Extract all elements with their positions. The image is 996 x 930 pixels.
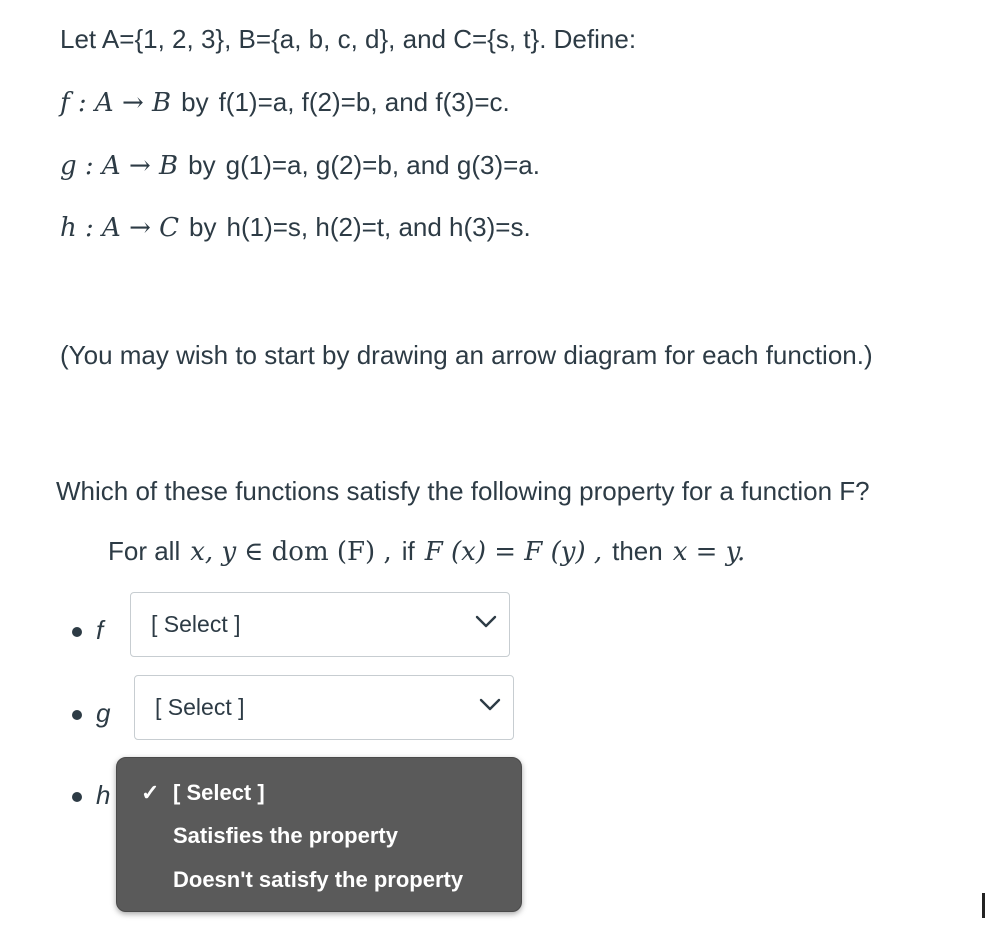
chevron-down-icon bbox=[479, 698, 501, 712]
select-h-dropdown[interactable] bbox=[116, 757, 522, 912]
definition-h-rest: h(1)=s, h(2)=t, and h(3)=s. bbox=[226, 212, 531, 242]
definition-f-by: by bbox=[181, 87, 209, 117]
definition-g-by: by bbox=[188, 150, 216, 180]
property-statement bbox=[108, 536, 745, 567]
select-g-value: [ Select ] bbox=[155, 694, 245, 720]
definition-f-rest: f(1)=a, f(2)=b, and f(3)=c. bbox=[218, 87, 510, 117]
checkmark-icon: ✓ bbox=[141, 780, 160, 805]
item-g-label: g bbox=[96, 698, 111, 728]
dropdown-option-satisfies[interactable] bbox=[117, 815, 521, 855]
dropdown-option-select[interactable] bbox=[117, 772, 521, 812]
hint-text: (You may wish to start by drawing an arrow diagram for each function.) bbox=[60, 340, 873, 370]
definition-h-signature: h : A → C bbox=[60, 213, 180, 243]
select-f[interactable] bbox=[130, 592, 510, 657]
property-conclusion: x = y. bbox=[672, 537, 746, 567]
definition-f-signature: f : A → B bbox=[60, 88, 172, 118]
property-domain: ∈ dom (F) , bbox=[244, 537, 392, 567]
bullet-h bbox=[72, 792, 82, 802]
dropdown-option-label: [ Select ] bbox=[173, 780, 265, 805]
item-f-label: f bbox=[96, 615, 104, 645]
property-condition: F (x) = F (y) , bbox=[424, 537, 603, 567]
definition-g-signature: g : A → B bbox=[60, 151, 179, 181]
definition-g bbox=[60, 150, 540, 181]
dropdown-option-doesnt-satisfy[interactable] bbox=[117, 859, 521, 899]
chevron-down-icon bbox=[475, 615, 497, 629]
bullet-g bbox=[72, 710, 82, 720]
property-vars: x, y bbox=[190, 537, 237, 567]
property-if: if bbox=[401, 536, 415, 566]
dropdown-option-label: Doesn't satisfy the property bbox=[173, 867, 464, 892]
question-text: Which of these functions satisfy the following property for a function F? bbox=[56, 476, 870, 506]
definition-h-by: by bbox=[189, 212, 217, 242]
definition-g-rest: g(1)=a, g(2)=b, and g(3)=a. bbox=[225, 150, 540, 180]
definition-f bbox=[60, 87, 510, 118]
item-h-label: h bbox=[96, 780, 111, 810]
intro-lead: Let A={1, 2, 3}, B={a, b, c, d}, and C={s, t}. Define: bbox=[60, 24, 637, 54]
text-cursor-icon bbox=[982, 893, 985, 918]
definition-h bbox=[60, 212, 531, 243]
property-then: then bbox=[612, 536, 663, 566]
select-g[interactable] bbox=[134, 675, 514, 740]
select-f-value: [ Select ] bbox=[151, 611, 241, 637]
bullet-f bbox=[72, 627, 82, 637]
dropdown-option-label: Satisfies the property bbox=[173, 823, 398, 848]
property-for-all: For all bbox=[108, 536, 181, 566]
